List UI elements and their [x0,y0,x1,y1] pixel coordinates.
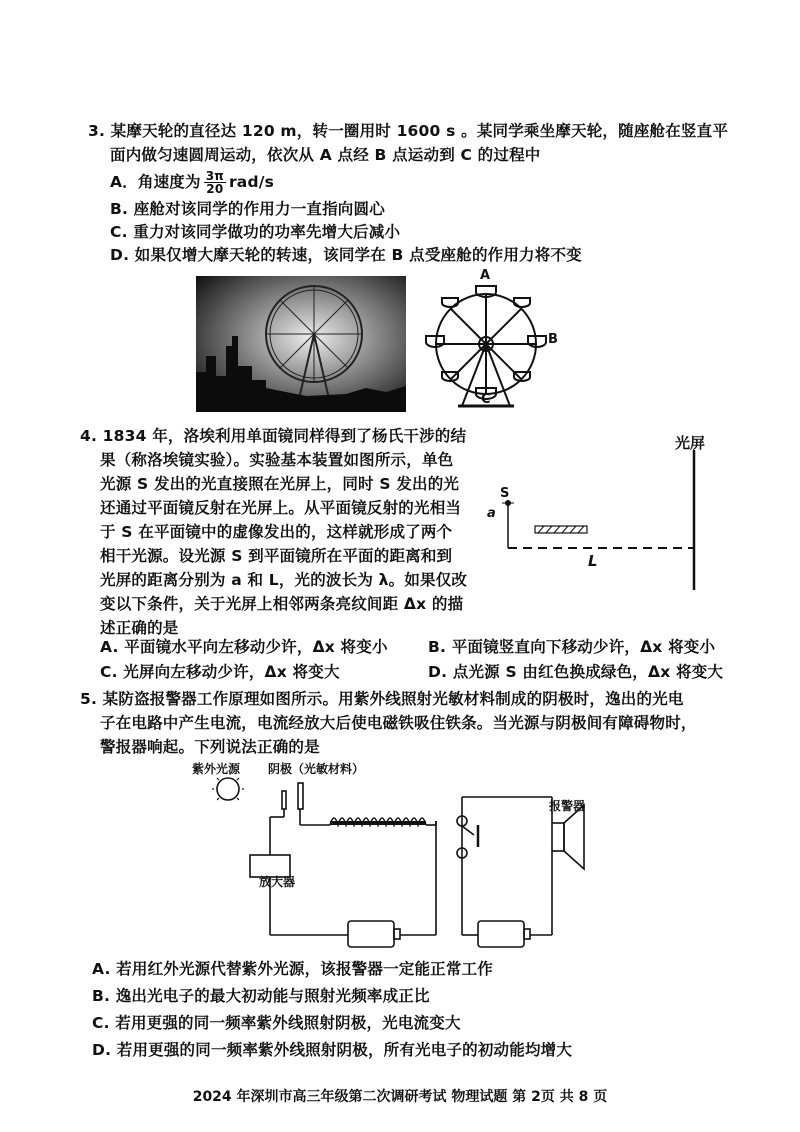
q3-option-a-prefix: A．角速度为 [110,173,201,191]
alarm-circuit-diagram [200,775,600,955]
amplifier-label: 放大器 [259,875,296,889]
q4-stem-line: 光源 S 发出的光直接照在光屏上，同时 S 发出的光 [100,475,460,493]
q4-stem-line: 4. 1834 年，洛埃利用单面镜同样得到了杨氏干涉的结 [80,427,467,445]
q4-stem-line: 变以下条件，关于光屏上相邻两条亮纹间距 Δx 的描 [100,595,464,613]
ferris-point-b-label: B [548,332,558,347]
q5-option-a: A. 若用红外光源代替紫外光源，该报警器一定能正常工作 [92,960,493,978]
q4-stem-line: 果（称洛埃镜实验）。实验基本装置如图所示，单色 [100,451,454,469]
ferris-wheel-photo [196,276,406,412]
screen-label: 光屏 [675,434,706,452]
q4-stem-line: 相干光源。设光源 S 到平面镜所在平面的距离和到 [100,547,453,565]
cathode-label: 阴极（光敏材料） [268,762,365,776]
fraction-numerator: 3π [205,169,224,183]
q5-option-c: C. 若用更强的同一频率紫外线照射阴极，光电流变大 [92,1014,461,1032]
q5-stem-line: 5. 某防盗报警器工作原理如图所示。用紫外线照射光敏材料制成的阴极时，逸出的光电 [80,690,684,708]
q4-option-a: A. 平面镜水平向左移动少许，Δx 将变小 [100,638,388,656]
q3-option-a [110,170,274,195]
q3-option-b: B. 座舱对该同学的作用力一直指向圆心 [110,200,385,218]
page-footer: 2024 年深圳市高三年级第二次调研考试 物理试题 第 2页 共 8 页 [192,1089,608,1105]
q3-stem-line-1: 3. 某摩天轮的直径达 120 m，转一圈用时 1600 s 。某同学乘坐摩天轮，随座舱在竖直平 [88,122,729,140]
distance-a-label: a [487,506,496,521]
distance-l-label: L [588,552,598,570]
q4-option-b: B. 平面镜竖直向下移动少许，Δx 将变小 [428,638,716,656]
q3-option-c: C. 重力对该同学做功的功率先增大后减小 [110,223,401,241]
alarm-label: 报警器 [549,799,586,813]
q3-option-d: D. 如果仅增大摩天轮的转速，该同学在 B 点受座舱的作用力将不变 [110,246,582,264]
q4-stem-line: 述正确的是 [100,619,179,637]
fraction [204,170,226,195]
q4-stem-line: 于 S 在平面镜中的虚像发出的，这样就形成了两个 [100,523,453,541]
q4-option-c: C. 光屏向左移动少许，Δx 将变大 [100,663,340,681]
uv-source-label: 紫外光源 [192,762,241,776]
q5-option-b: B. 逸出光电子的最大初动能与照射光频率成正比 [92,987,430,1005]
q4-stem-line: 光屏的距离分别为 a 和 L，光的波长为 λ。如果仅改 [100,571,468,589]
source-s-label: S [500,486,510,501]
ferris-point-a-label: A [480,268,491,283]
q3-stem-line-2: 面内做匀速圆周运动，依次从 A 点经 B 点运动到 C 的过程中 [110,146,541,164]
q4-stem-line: 还通过平面镜反射在光屏上。从平面镜反射的光相当 [100,499,462,517]
q5-stem-line: 警报器响起。下列说法正确的是 [100,738,320,756]
ferris-point-c-label: C [481,392,491,407]
q3-option-a-unit: rad/s [228,173,275,191]
q5-stem-line: 子在电路中产生电流，电流经放大后使电磁铁吸住铁条。当光源与阴极间有障碍物时， [100,714,697,732]
q4-option-d: D. 点光源 S 由红色换成绿色，Δx 将变大 [428,663,724,681]
ferris-wheel-diagram [424,272,564,414]
q5-option-d: D. 若用更强的同一频率紫外线照射阴极，所有光电子的初动能均增大 [92,1041,573,1059]
fraction-denominator: 20 [206,182,224,196]
